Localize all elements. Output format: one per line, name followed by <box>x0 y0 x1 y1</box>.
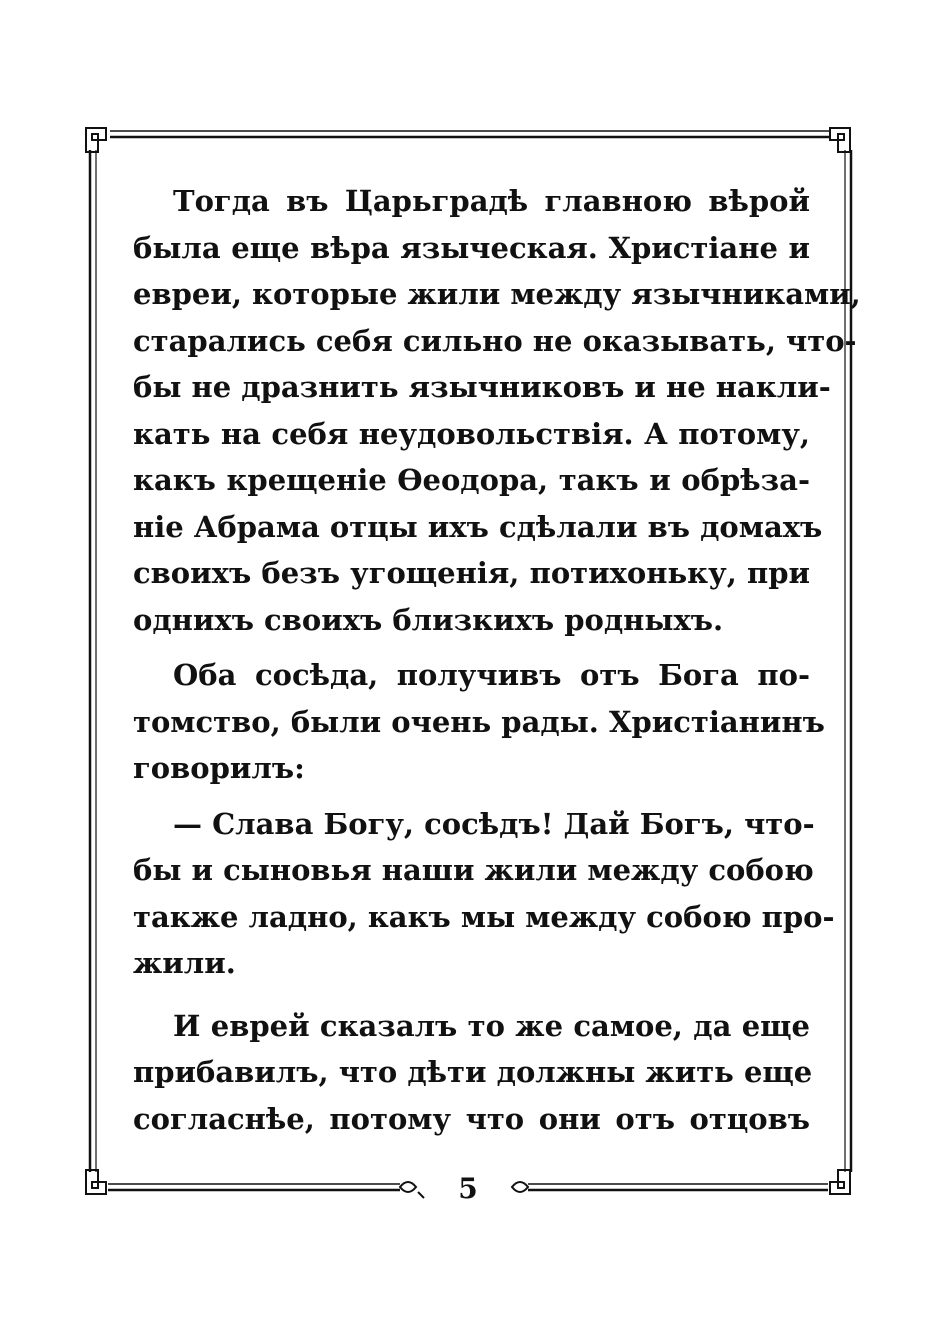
text-line: кать на себя неудовольствія. А потому, <box>133 416 810 451</box>
page-number-footer <box>0 1172 936 1205</box>
text-line: была еще вѣра языческая. Христіане и <box>133 230 810 265</box>
text-line: Оба сосѣда, получивъ отъ Бога по- <box>173 658 810 692</box>
text-line: бы и сыновья наши жили между собою <box>133 853 814 887</box>
text-line: бы не дразнить язычниковъ и не накли- <box>133 370 831 404</box>
text-line: однихъ своихъ близкихъ родныхъ. <box>133 602 724 637</box>
text-line: согласнѣе, потому что они отъ отцовъ <box>133 1101 810 1136</box>
text-line: ніе Абрама отцы ихъ сдѣлали въ домахъ <box>133 509 823 544</box>
text-line: Тогда въ Царьградѣ главною вѣрой <box>173 184 810 218</box>
text-line: какъ крещеніе Ѳеодора, такъ и обрѣза- <box>133 463 810 497</box>
text-line: — Слава Богу, сосѣдъ! Дай Богъ, что- <box>173 806 815 841</box>
paragraph-2 <box>133 652 825 792</box>
body-text <box>133 178 861 1142</box>
text-line: также ладно, какъ мы между собою про- <box>133 899 835 934</box>
text-line: старались себя сильно не оказывать, что- <box>133 323 857 358</box>
paragraph-1 <box>133 178 861 643</box>
paragraph-3 <box>133 801 835 987</box>
paragraph-4 <box>133 1003 813 1143</box>
text-line: своихъ безъ угощенія, потихоньку, при <box>133 556 810 590</box>
text-line: жили. <box>133 946 236 980</box>
text-line: прибавилъ, что дѣти должны жить еще <box>133 1055 813 1089</box>
page-number: 5 <box>436 1172 499 1205</box>
text-line: евреи, которые жили между язычниками, <box>133 277 861 311</box>
text-line: И еврей сказалъ то же самое, да еще <box>173 1008 810 1043</box>
text-line: томство, были очень рады. Христіанинъ <box>133 704 825 739</box>
text-line: говорилъ: <box>133 751 305 785</box>
